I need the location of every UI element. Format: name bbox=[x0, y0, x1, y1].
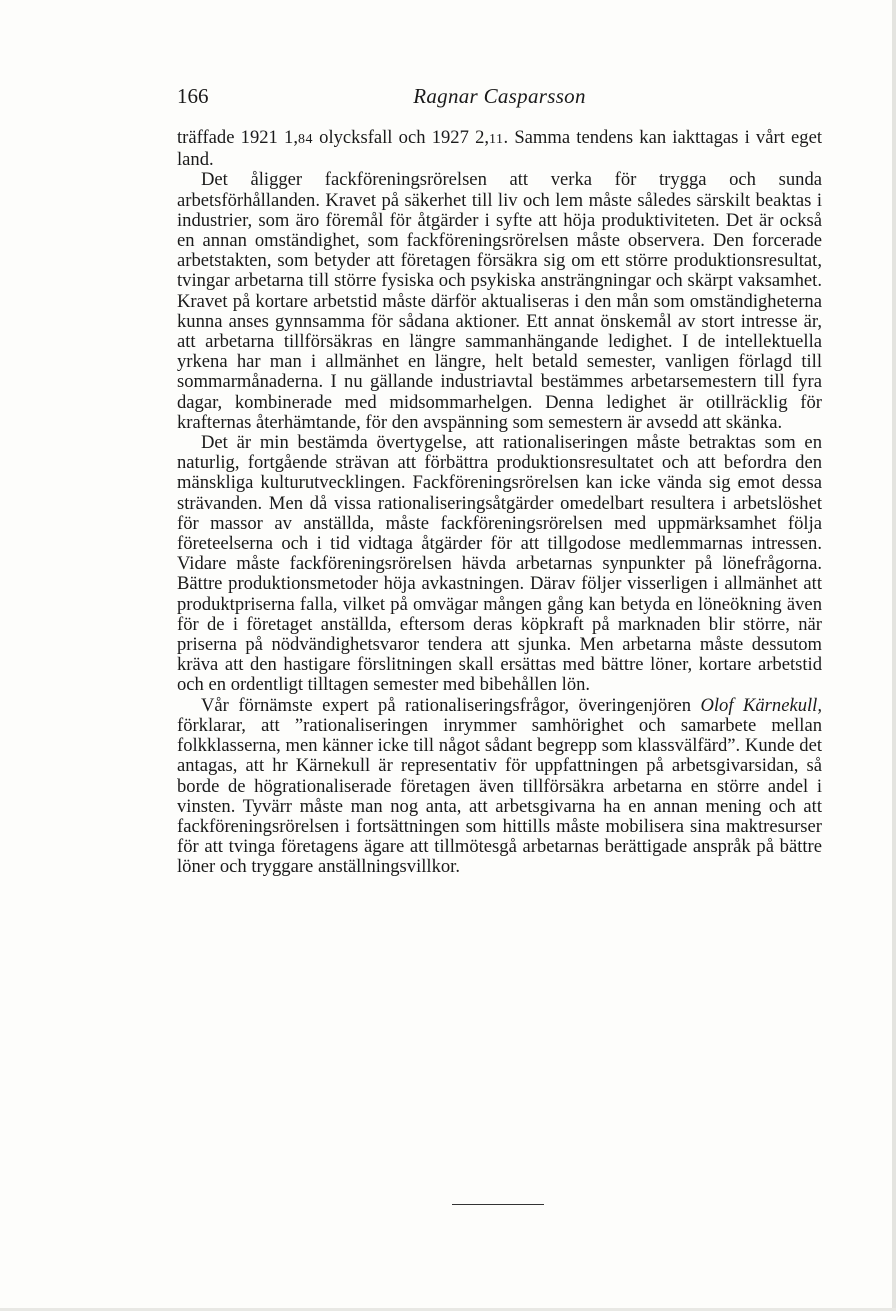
page-edge bbox=[892, 0, 896, 1311]
p1-text-c: olycksfall och 1927 2, bbox=[312, 127, 490, 148]
body-text bbox=[177, 128, 822, 878]
page-header bbox=[177, 82, 822, 112]
p4-text-b: förklarar, att ”rationaliseringen inrymmer samhörighet och samarbete mellan folkklasserna, men känner icke till något sådant begrepp som klassvälfärd”. Kunde det antagas, att hr Kärnekull är representativ för uppfattningen på arbetsgivarsidan, så borde de högrationaliserade företagen även tillförsäkra arbetarna en större andel i vinsten. Tyvärr måste man nog anta, att arbetsgivarna ha en annan mening och att fackföreningsrörelsen i fortsättningen som hittills måste mobilisera sina maktresurser för att tvinga företagens ägare att tillmötesgå arbetarnas berättigade anspråk på bättre löner och tryggare anställningsvillkor. bbox=[177, 714, 822, 878]
p1-decimal-84: 84 bbox=[297, 132, 313, 147]
running-head-author: Ragnar Casparsson bbox=[413, 84, 586, 108]
p1-text-e: . Samma tendens kan iakttagas i vårt eget land. bbox=[177, 127, 822, 171]
page-number: 166 bbox=[177, 84, 209, 108]
p4-text-a: Vår förnämste expert på rationaliseringsfrågor, överingenjören bbox=[201, 694, 701, 716]
paragraph-2: Det åligger fackföreningsrörelsen att verka för trygga och sunda arbetsförhållanden. Kravet på säkerhet till liv och lem måste således särskilt beaktas i industrier, som äro föremål för åtgärder i syfte att höja produktiviteten. Det är också en annan omständighet, som fackföreningsrörelsen måste observera. Den forcerade arbetstakten, som betyder att företagen försäkra sig om ett större produktionsresultat, tvingar arbetarna till större fysiska och psykiska ansträngningar och skärpt vaksamhet. Kravet på kortare arbetstid måste därför aktualiseras i den mån som omständigheterna kunna anses gynnsamma för sådana aktioner. Ett annat önskemål av stort intresse är, att arbetarna tillförsäkras en längre sammanhängande ledighet. I de intellektuella yrkena har man i allmänhet en längre, helt betald semester, vanligen förlagd till sommarmånaderna. I nu gällande industriavtal bestämmes arbetarsemestern till fyra dagar, kombinerade med midsommarhelgen. Denna ledighet är otillräcklig för krafternas återhämtande, för den avspänning som semestern är avsedd att skänka. bbox=[177, 169, 822, 433]
end-of-section-rule bbox=[452, 1204, 544, 1205]
p4-name-olof-karnekull: Olof Kärnekull, bbox=[700, 694, 822, 716]
p1-text-a: träffade 1921 1, bbox=[177, 127, 298, 148]
paragraph-3: Det är min bestämda övertygelse, att rationaliseringen måste betraktas som en naturlig, fortgående strävan att förbättra produktionsresultatet och att befordra den mänskliga kulturutvecklingen. Fackföreningsrörelsen kan icke vända sig emot dessa strävanden. Men då vissa rationaliseringsåtgärder omedelbart resultera i arbetslöshet för massor av anställda, måste fackföreningsrörelsen med uppmärksamhet följa företeelserna och i tid vidtaga åtgärder för att tillgodose medlemmarnas intressen. Vidare måste fackföreningsrörelsen hävda arbetarnas synpunkter på lönefrågorna. Bättre produktionsmetoder höja avkastningen. Därav följer visserligen i allmänhet att produktpriserna falla, vilket på omvägar mången gång kan betyda en löneökning även för de i företaget anställda, eftersom deras köpkraft på marknaden blir större, när priserna på nödvändighetsvaror tendera att sjunka. Men arbetarna måste dessutom kräva att den hastigare förslitningen skall ersättas med bättre löner, kortare arbetstid och en ordentligt tilltagen semester med bibehållen lön. bbox=[177, 432, 822, 696]
paragraph-4 bbox=[177, 696, 822, 878]
p1-decimal-11: 11 bbox=[489, 132, 504, 147]
paragraph-1 bbox=[177, 128, 822, 170]
